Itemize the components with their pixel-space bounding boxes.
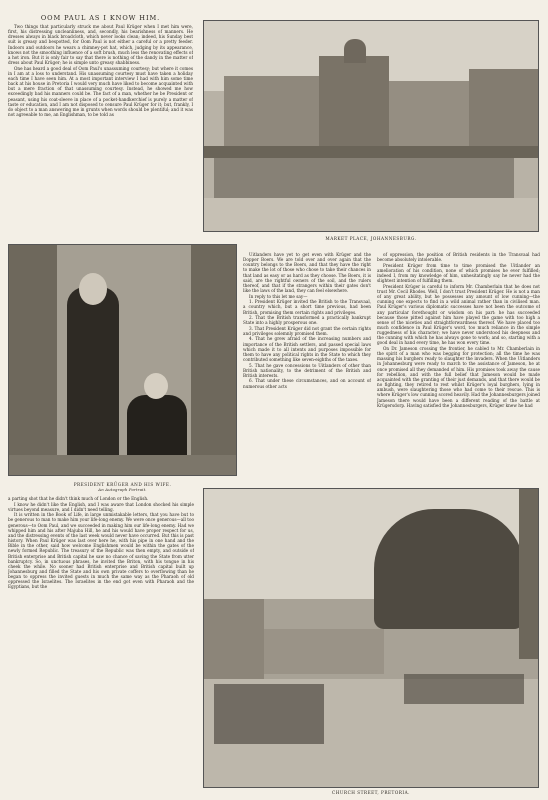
paragraph: 4. That he grew afraid of the increasing numbers and importance of the British settlers, and passed special laws which made it to all intents and purposes impossible for them to have any political rights in the State to which they contributed something like seven-eighths of the taxes. [243,336,371,363]
paragraph: of oppression, the position of British residents in the Transvaal had become absolutely intolerable. [377,252,540,263]
paragraph: Uitlanders have yet to get even with Krüger and the Dopper Boers. We are told over and over again that the country belongs to the Boers, and that they have the right to make the lot of those who chose to take their chances in that land as easy or as hard as they choose. The Boers, it is said, are the rightful owners of the soil, and the rulers thereof, and that if the strangers within their gates don't like the laws of the land, they can feel elsewhere. [243,252,371,294]
paragraph: One has heard a good deal of Oom Paul's unassuming courtesy; but where it comes in I am at a loss to understand. His unassuming courtesy must have taken a holiday each time I have seen him. At a most important interview I had with him some time back at his house in Pretoria I would very much have liked to become acquainted with but a mere fraction of that unassuming courtesy. Instead, he showed me how exceedingly bad his manners could be. The fact of a man, whether he be President or peasant, using his coat-sleeve in place of a pocket-handkerchief is purely a matter of taste or education, and I am not disposed to censure Paul Krüger for it; but, frankly, I do object to a man answering me in grunts when words should be plentiful; and it was not agreeable to me, an Englishman, to be told as [8,65,193,118]
article-column-2 [243,252,371,480]
market-place-caption: MARKET PLACE, JOHANNESBURG. [325,236,417,241]
paragraph: Two things that particularly struck me about Paul Krüger when I met him were, first, his distressing uncleanliness, and, secondly, his bearishness of manners. He dresses always in black broadcloth, which never looks clean; indeed, his Sunday best suit is greasy and bespotted, for Oom Paul is not either a careful or a pretty feeder. Indoors and outdoors he wears a chimney-pot hat, which, judging by its appearance, knows not the smoothing influence of a soft brush, much less the renovating effects of a hot iron. But it is only fair to say that there is nothing of the dandy in the matter of dress about Paul Krüger; he is simple unto greasy shabbiness. [8,24,193,66]
paragraph: a parting shot that he didn't think much of London or the English. [8,496,149,501]
paragraph: In reply to this let me say— [249,293,308,299]
paragraph: 3. That President Krüger did not grant the certain rights and privileges solemnly promised them. [243,325,371,336]
article-column-4 [8,496,194,794]
article-title: OOM PAUL AS I KNOW HIM. [40,14,161,22]
article-column-1 [8,24,193,242]
paragraph: On Dr. Jameson crossing the frontier, he cabled to Mr. Chamberlain in the spirit of a man who was begging for protection; all the time he was massing his burghers ready to slaughter the invaders. When the Uitlanders in Johannesburg were ready to march to the assistance of Jameson, he at once promised all they demanded of him. His promises took away the cause for rebellion, and with the full belief that Jameson would be made acquainted with the granting of their just demands, and that there would be no fighting, they retired to rest whilst Krüger's loyal burghers, lying in ambush, were slaughtering those who had come to their rescue. This is where Krüger's low cunning scored heavily. Had the Johannesburgers joined Jameson there would have been a different reading of the battle at Krügersdorp. Having satisfied the Johannesburgers, Krüger knew he had [377,345,540,408]
paragraph: President Krüger is careful to inform Mr. Chamberlain that he does not trust Mr. Cecil Rhodes. Well, I don't trust President Krüger. He is not a man of any great ability, but he possesses any amount of low cunning—the cunning one expects to find in a wild animal rather than in civilised man. Paul Krüger's various diplomatic successes have not been the outcome of any particular forethought or wisdom on his part: he has succeeded because those pitted against him have played the game with too high a sense of the niceties and straightforwardness thereof. We have placed too much confidence in Paul Krüger's word, too much reliance in the simple ruggedness of his character; we have never understood his deepness and the cunning with which he has always gone to work; and so, starting with a good deal in hand every time, he has won every time. [377,283,540,346]
paragraph: 1. President Krüger invited the British to the Transvaal, a country which, but a short time previous, had been British, promising them certain rights and privileges. [243,299,371,315]
church-street-photo [203,488,539,788]
article-column-3 [377,252,540,480]
portrait-caption-title: PRESIDENT KRÜGER AND HIS WIFE. [73,482,172,487]
paragraph: 6. That under these circumstances, and on account of numerous other acts [243,378,371,389]
paragraph: I know he didn't like the English, and I was aware that London shocked his simple virtues beyond measure, and I didn't need telling. [8,501,194,512]
church-street-caption: CHURCH STREET, PRETORIA. [332,790,410,795]
paragraph: 5. That he gave concessions to Uitlanders of other than British nationality, to the detriment of the British and British interests. [243,362,371,378]
paragraph: It is written in the Book of Life, in large unmistakable letters, that you have but to be generous to man to make him your life-long enemy. We were once generous—all too generous—to Oom Paul, and we succeeded in making him our life-long enemy. Had we whipped him and his after Majuba Hill, he and his would have proper respect for us, and the distressing events of the last week would never have occurred. But this is past history. When Paul Krüger was last over here he, with his pipe in one hand and the Bible in the other, said how welcome Englishmen would be within the gates of the newly formed Republic. The treasury of the Republic was then empty, and outside of British enterprise and British capital he saw no chance of saving the State from utter bankruptcy. So, in unctuous phrases, he invited the Briton, with his tongue in his cheek the while. No sooner had British enterprise and British capital built up Johannesburg and filled the State and his own private coffers to overflowing than he began to oppress the invited guests in much the same way as the Pharaoh of old oppressed the Israelites. The Israelites in the end got even with Pharaoh and the Egyptians, but the [8,512,194,590]
market-place-photo [203,20,539,232]
paragraph: President Krüger from time to time promised the Uitlander an amelioration of his condition, none of which promises he ever fulfilled; indeed I, from my knowledge of him, unhesitatingly say he never had the slightest intention of fulfilling them. [377,262,540,284]
portrait-caption-subtitle: An Autograph Portrait. [98,487,147,492]
paragraph: 2. That the British transformed a practically bankrupt State into a highly prosperous one. [243,315,371,326]
portrait-photo [8,244,237,476]
